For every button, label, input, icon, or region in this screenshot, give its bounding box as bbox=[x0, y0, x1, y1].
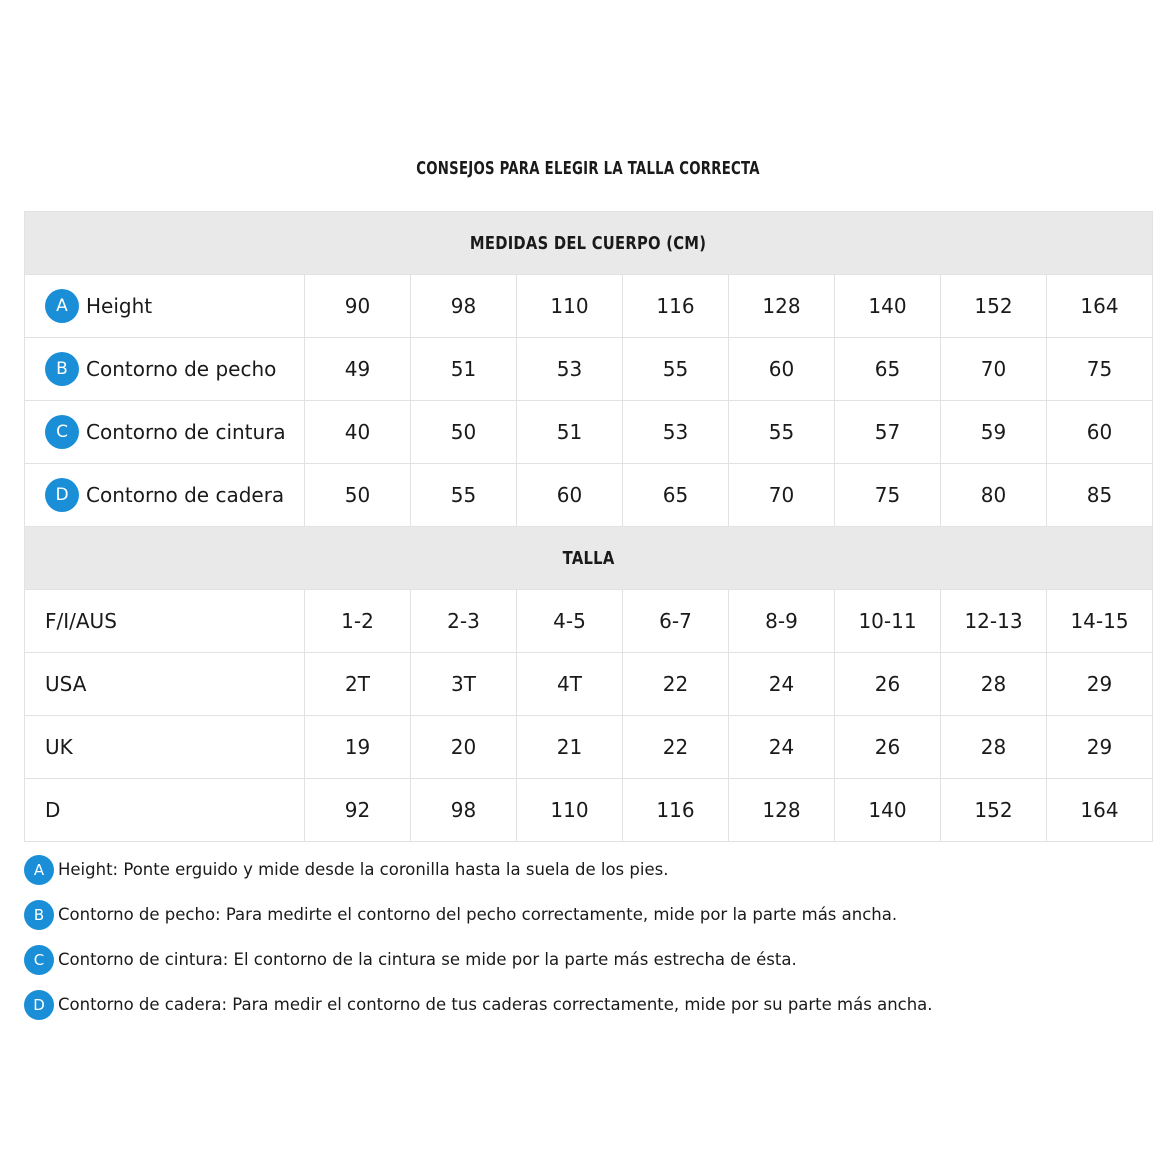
note-text: Contorno de pecho: Para medirte el contorno del pecho correctamente, mide por la parte más ancha. bbox=[58, 905, 898, 924]
badge-a: A bbox=[24, 855, 54, 885]
note-item bbox=[24, 900, 1152, 945]
table-cell: 65 bbox=[623, 464, 729, 527]
section-header-label: MEDIDAS DEL CUERPO (CM) bbox=[470, 232, 707, 254]
badge-b: B bbox=[45, 352, 79, 386]
row-label-text: Contorno de pecho bbox=[86, 357, 277, 381]
table-cell: 4-5 bbox=[517, 590, 623, 653]
table-cell: 14-15 bbox=[1047, 590, 1153, 653]
row-label bbox=[25, 338, 305, 401]
table-cell: 98 bbox=[411, 275, 517, 338]
table-cell: 26 bbox=[835, 653, 941, 716]
table-cell: 60 bbox=[1047, 401, 1153, 464]
note-text: Contorno de cadera: Para medir el contorno de tus caderas correctamente, mide por su parte más ancha. bbox=[58, 995, 933, 1014]
table-cell: 164 bbox=[1047, 779, 1153, 842]
table-cell: 29 bbox=[1047, 653, 1153, 716]
table-cell: 85 bbox=[1047, 464, 1153, 527]
table-cell: 90 bbox=[305, 275, 411, 338]
table-cell: 12-13 bbox=[941, 590, 1047, 653]
table-cell: 110 bbox=[517, 779, 623, 842]
table-cell: 21 bbox=[517, 716, 623, 779]
row-label bbox=[25, 275, 305, 338]
badge-c: C bbox=[24, 945, 54, 975]
table-cell: 98 bbox=[411, 779, 517, 842]
table-cell: 28 bbox=[941, 653, 1047, 716]
table-cell: 50 bbox=[305, 464, 411, 527]
note-item bbox=[24, 990, 1152, 1035]
table-cell: 110 bbox=[517, 275, 623, 338]
note-item bbox=[24, 855, 1152, 900]
table-cell: 26 bbox=[835, 716, 941, 779]
table-cell: 24 bbox=[729, 653, 835, 716]
table-cell: 65 bbox=[835, 338, 941, 401]
size-header-row bbox=[25, 527, 1153, 590]
table-cell: 60 bbox=[729, 338, 835, 401]
section-header bbox=[25, 212, 1153, 275]
table-cell: 152 bbox=[941, 275, 1047, 338]
table-cell: 51 bbox=[517, 401, 623, 464]
table-cell: 2-3 bbox=[411, 590, 517, 653]
table-cell: 128 bbox=[729, 779, 835, 842]
table-cell: 80 bbox=[941, 464, 1047, 527]
table-cell: 128 bbox=[729, 275, 835, 338]
table-cell: 19 bbox=[305, 716, 411, 779]
table-cell: 3T bbox=[411, 653, 517, 716]
table-cell: 55 bbox=[411, 464, 517, 527]
badge-c: C bbox=[45, 415, 79, 449]
table-cell: 92 bbox=[305, 779, 411, 842]
table-cell: 40 bbox=[305, 401, 411, 464]
table-cell: 24 bbox=[729, 716, 835, 779]
section-header bbox=[25, 527, 1153, 590]
table-cell: 75 bbox=[835, 464, 941, 527]
row-label-text: Height bbox=[86, 294, 153, 318]
table-cell: 8-9 bbox=[729, 590, 835, 653]
table-cell: 53 bbox=[623, 401, 729, 464]
table-cell: 116 bbox=[623, 275, 729, 338]
table-cell: 20 bbox=[411, 716, 517, 779]
table-row bbox=[25, 590, 1153, 653]
table-cell: 55 bbox=[729, 401, 835, 464]
table-row bbox=[25, 401, 1153, 464]
badge-d: D bbox=[45, 478, 79, 512]
table-cell: 57 bbox=[835, 401, 941, 464]
badge-d: D bbox=[24, 990, 54, 1020]
table-cell: 6-7 bbox=[623, 590, 729, 653]
row-label bbox=[25, 401, 305, 464]
table-cell: 29 bbox=[1047, 716, 1153, 779]
size-chart-table bbox=[24, 211, 1153, 842]
measurement-notes bbox=[24, 855, 1152, 1035]
row-label: USA bbox=[25, 653, 305, 716]
note-item bbox=[24, 945, 1152, 990]
table-cell: 1-2 bbox=[305, 590, 411, 653]
table-cell: 28 bbox=[941, 716, 1047, 779]
table-cell: 2T bbox=[305, 653, 411, 716]
table-cell: 75 bbox=[1047, 338, 1153, 401]
table-cell: 22 bbox=[623, 653, 729, 716]
table-cell: 152 bbox=[941, 779, 1047, 842]
row-label-text: Contorno de cadera bbox=[86, 483, 285, 507]
table-cell: 70 bbox=[729, 464, 835, 527]
table-cell: 55 bbox=[623, 338, 729, 401]
table-row bbox=[25, 779, 1153, 842]
table-row bbox=[25, 653, 1153, 716]
table-cell: 140 bbox=[835, 779, 941, 842]
row-label: UK bbox=[25, 716, 305, 779]
table-cell: 60 bbox=[517, 464, 623, 527]
table-cell: 49 bbox=[305, 338, 411, 401]
page-title: CONSEJOS PARA ELEGIR LA TALLA CORRECTA bbox=[416, 158, 760, 179]
table-cell: 22 bbox=[623, 716, 729, 779]
table-cell: 59 bbox=[941, 401, 1047, 464]
table-cell: 116 bbox=[623, 779, 729, 842]
table-cell: 140 bbox=[835, 275, 941, 338]
row-label: F/I/AUS bbox=[25, 590, 305, 653]
row-label: D bbox=[25, 779, 305, 842]
table-cell: 4T bbox=[517, 653, 623, 716]
table-cell: 53 bbox=[517, 338, 623, 401]
table-cell: 51 bbox=[411, 338, 517, 401]
table-row bbox=[25, 275, 1153, 338]
table-row bbox=[25, 464, 1153, 527]
table-cell: 50 bbox=[411, 401, 517, 464]
note-text: Contorno de cintura: El contorno de la cintura se mide por la parte más estrecha de ésta. bbox=[58, 950, 797, 969]
note-text: Height: Ponte erguido y mide desde la coronilla hasta la suela de los pies. bbox=[58, 860, 669, 879]
body-measurements-header-row bbox=[25, 212, 1153, 275]
badge-b: B bbox=[24, 900, 54, 930]
row-label bbox=[25, 464, 305, 527]
table-row bbox=[25, 716, 1153, 779]
section-header-label: TALLA bbox=[562, 547, 615, 569]
table-row bbox=[25, 338, 1153, 401]
table-cell: 164 bbox=[1047, 275, 1153, 338]
row-label-text: Contorno de cintura bbox=[86, 420, 286, 444]
badge-a: A bbox=[45, 289, 79, 323]
table-cell: 70 bbox=[941, 338, 1047, 401]
table-cell: 10-11 bbox=[835, 590, 941, 653]
